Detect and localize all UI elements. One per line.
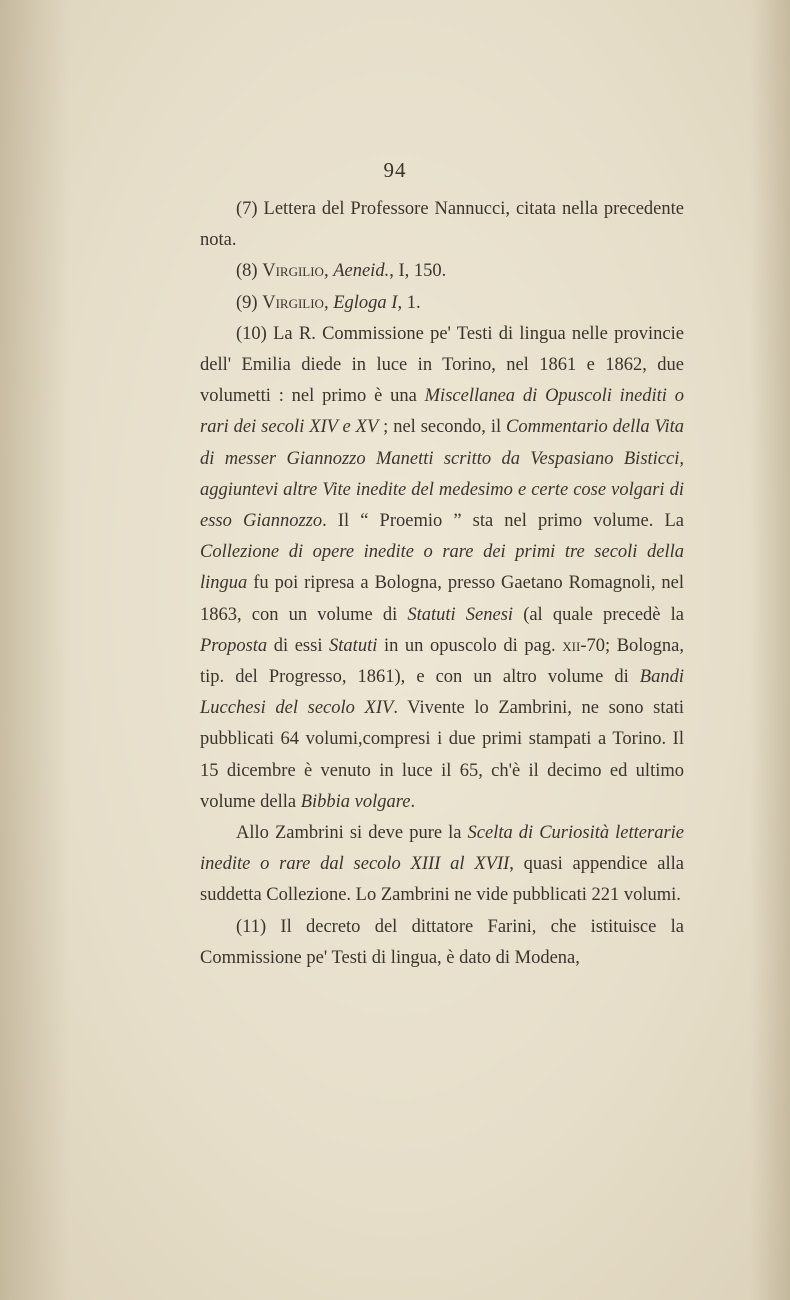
text-run: , [323,261,334,282]
italic-title: Commentario della Vita di messer Giannozzo Manetti scritto da Vespasiano Bisticci, aggiuntevi altre Vite inedite del medesimo e certe cose volgari di esso Giannozzo [200,417,685,532]
text-run: xii [562,635,581,656]
footnote-7 [200,194,684,256]
text-run: (9) [236,292,263,313]
italic-title: Proposta [200,635,268,656]
italic-title: Scelta di Curiosità letterarie inedite o rare dal secolo XIII al XVII [200,823,685,875]
italic-title: Collezione di opere inedite o rare dei primi tre secoli della lingua [200,542,684,594]
footnote-11 [200,912,684,974]
italic-title: Miscellanea di Opuscoli inediti o rari dei secoli XIV e XV [200,386,685,438]
text-run: (10) La R. Commissione pe' Testi di lingua nelle provincie dell' Emilia diede in luce in Torino, nel 1861 e 1862, due volumetti : nel primo è una [200,323,684,407]
text-run: Virgilio [262,292,324,313]
text-run: in un opuscolo di pag. [377,635,563,656]
text-run: -70; Bologna, tip. del Progresso, 1861), e con un altro volume di [200,635,685,688]
text-run: fu poi ripresa a Bologna, presso Gaetano Romagnoli, nel 1863, con un volume di [200,573,684,625]
footnote-8 [200,256,684,287]
text-run: , 1. [397,292,421,313]
text-run: , I, 150. [389,261,447,282]
italic-title: Statuti [329,635,378,656]
text-run: . Vivente lo Zambrini, ne sono stati pubblicati 64 volumi,compresi i due primi stampati a Torino. Il 15 dicembre è venuto in luce il 65, ch'è il decimo ed ultimo volume della [200,698,684,812]
italic-title: Bandi Lucchesi del secolo XIV [200,667,684,719]
page-number: 94 [383,158,407,182]
page-shadow-right [750,0,790,1300]
italic-title: Aeneid. [333,261,390,282]
footnote-9 [200,288,684,319]
text-run: (al quale precedè la [513,604,684,625]
italic-title: Bibbia volgare [300,791,411,812]
italic-title: Egloga I [333,292,398,313]
text-run: Allo Zambrini si deve pure la [236,823,468,844]
italic-title: Statuti Senesi [407,604,514,625]
text-run: , quasi appendice alla suddetta Collezione. Lo Zambrini ne vide pubblicati 221 volumi. [200,854,684,906]
page-shadow-left [0,0,70,1300]
footnote-10-continued [200,818,684,912]
text-run: di essi [267,635,330,656]
text-run: . [410,791,416,812]
text-run: ; nel secondo, il [378,417,507,438]
text-run: (11) Il decreto del dittatore Farini, che istituisce la Commissione pe' Testi di lingua, è dato di Modena, [200,916,684,968]
text-run: (8) [236,261,263,282]
text-run: Virgilio [262,261,324,282]
footnotes-body [200,194,684,974]
text-run: , [323,292,334,313]
text-run: . Il “ Proemio ” sta nel primo volume. La [322,511,684,532]
footnote-10 [200,319,684,818]
text-run: (7) Lettera del Professore Nannucci, citata nella precedente nota. [200,199,684,251]
